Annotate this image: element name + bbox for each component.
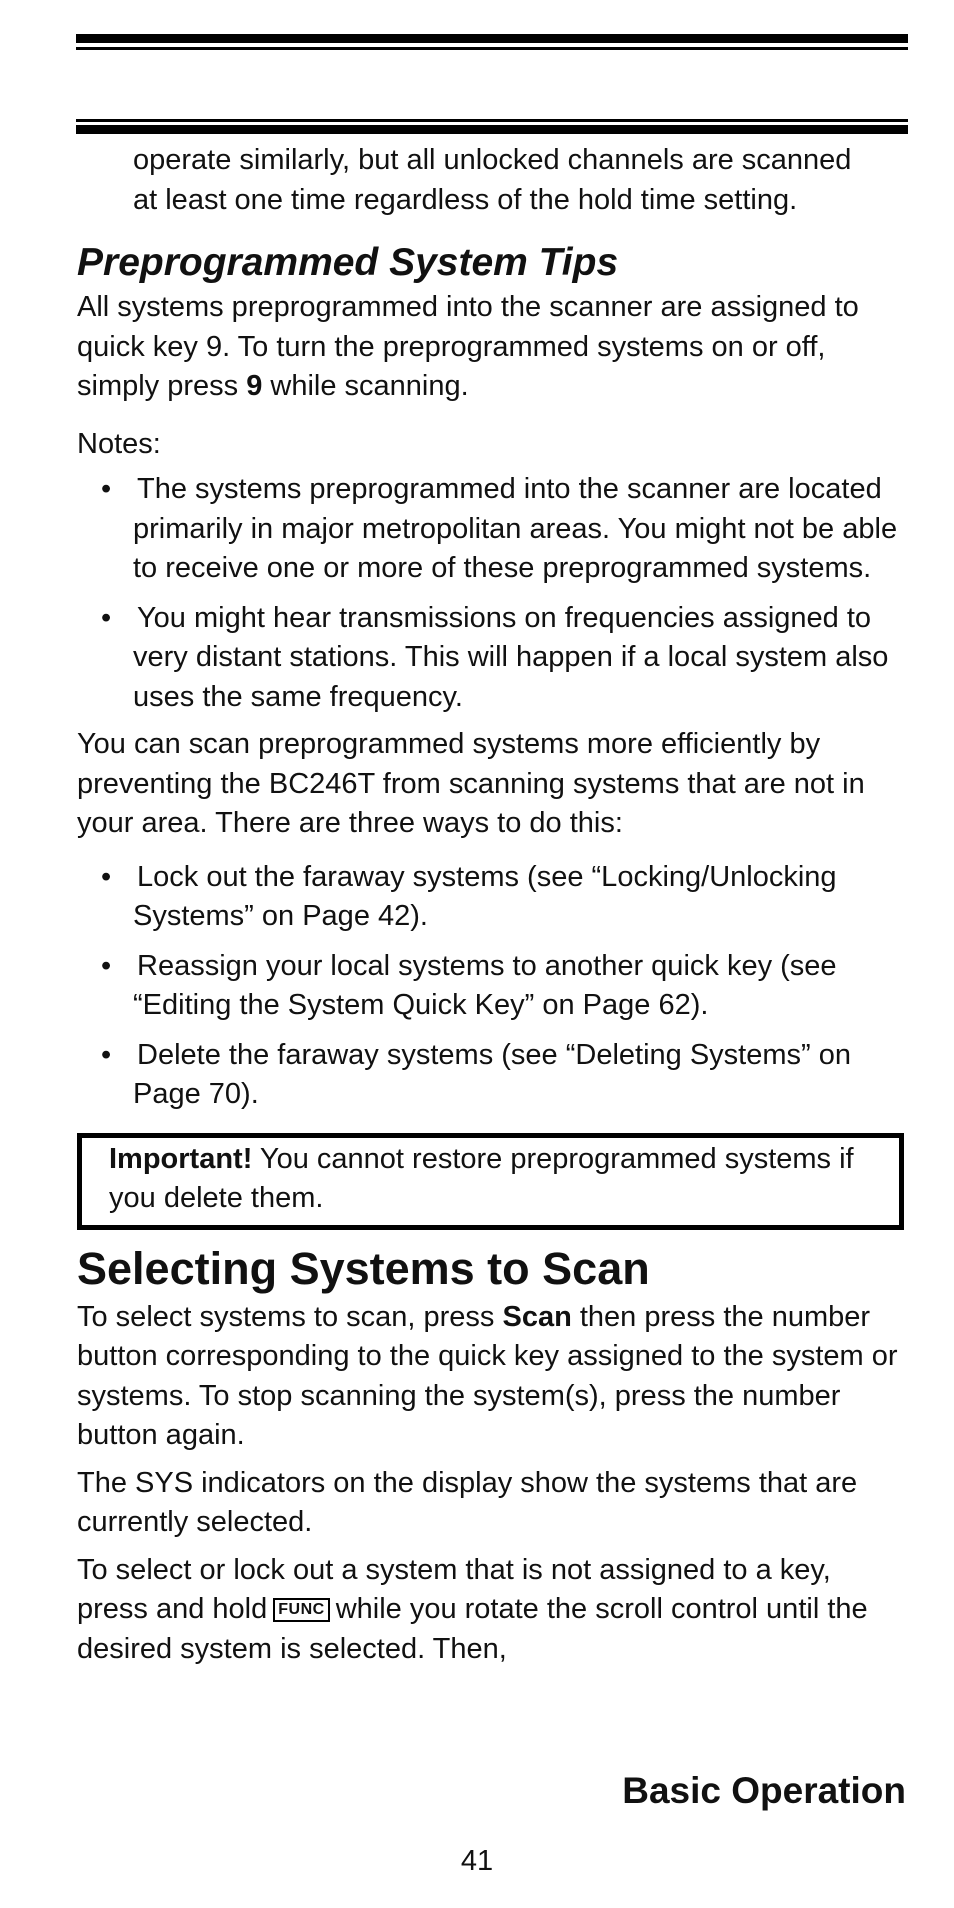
ways-list	[77, 858, 907, 1115]
header-rule-thin	[76, 47, 908, 50]
selecting-paragraph-3: To select or lock out a system that is not assigned to a key, press and hold FUNC while you rotate the scroll control until the desired system is selected. Then,	[77, 1553, 868, 1665]
content-rule-thin	[76, 119, 908, 122]
content-rule-thick	[76, 125, 908, 134]
tips-heading: Preprogrammed System Tips	[77, 241, 619, 284]
selecting-paragraph-2: The SYS indicators on the display show the systems that are currently selected.	[77, 1466, 858, 1538]
important-text: You cannot restore preprogrammed systems if you delete them.	[109, 1142, 854, 1214]
intro-line-2: at least one time regardless of the hold time setting.	[133, 183, 798, 216]
list-item: • Reassign your local systems to another quick key (see “Editing the System Quick Key” on Page 62).	[101, 949, 837, 1021]
tips-paragraph-2: You can scan preprogrammed systems more efficiently by preventing the BC246T from scanning systems that are not in your area. There are three ways to do this:	[77, 728, 865, 839]
notes-label: Notes:	[77, 427, 161, 460]
page-content	[77, 141, 907, 1669]
list-item: • You might hear transmissions on frequencies assigned to very distant stations. This will happen if a local system also uses the same frequency.	[101, 601, 889, 713]
list-item: • The systems preprogrammed into the scanner are located primarily in major metropolitan areas. You might not be able to receive one or more of these preprogrammed systems.	[101, 473, 898, 584]
important-box	[77, 1133, 904, 1230]
list-item: • Lock out the faraway systems (see “Locking/Unlocking Systems” on Page 42).	[101, 860, 837, 932]
tips-paragraph: All systems preprogrammed into the scanner are assigned to quick key 9. To turn the preprogrammed systems on or off, simply press 9 while scanning.	[77, 291, 859, 402]
header-rule-thick	[76, 34, 908, 43]
footer-section-title: Basic Operation	[622, 1770, 906, 1811]
notes-list	[77, 470, 907, 717]
important-label: Important!	[109, 1142, 253, 1175]
intro-line-1: operate similarly, but all unlocked channels are scanned	[133, 144, 852, 176]
page-number: 41	[460, 1845, 494, 1877]
selecting-paragraph-1: To select systems to scan, press Scan then press the number button corresponding to the quick key assigned to the system or systems. To stop scanning the system(s), press the number button again.	[77, 1300, 898, 1451]
func-key-icon: FUNC	[273, 1598, 329, 1622]
section-heading: Selecting Systems to Scan	[77, 1242, 650, 1294]
list-item: • Delete the faraway systems (see “Deleting Systems” on Page 70).	[101, 1038, 851, 1110]
